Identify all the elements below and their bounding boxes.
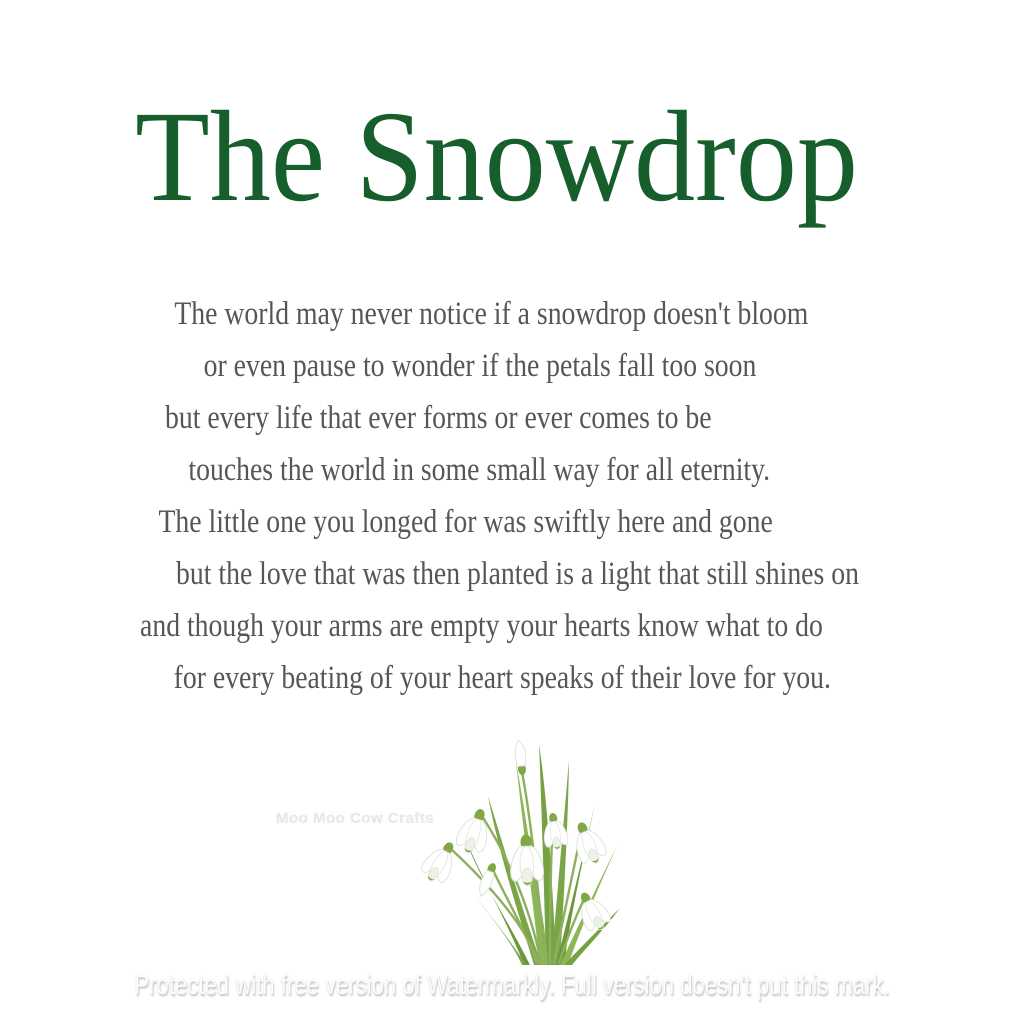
poem-line-8: for every beating of your heart speaks of their love for you. (173, 660, 831, 696)
poem-line-2: or even pause to wonder if the petals fall too soon (203, 348, 757, 384)
poem-line-3: but every life that ever forms or ever comes to be (164, 400, 712, 436)
poem-body (0, 288, 1024, 704)
crafts-watermark: Moo Moo Cow Crafts (276, 810, 435, 827)
poem-title (0, 85, 1024, 229)
poem-line-1: The world may never notice if a snowdrop doesn't bloom (174, 296, 808, 332)
watermarkly-watermark-text: Protected with free version of Watermarkly. Full version doesn't put this mark. (134, 969, 890, 1000)
poem-line-4: touches the world in some small way for all eternity. (188, 452, 770, 488)
poem-title-text: The Snowdrop (135, 85, 859, 229)
poem-line-6: but the love that was then planted is a light that still shines on (175, 556, 859, 592)
snowdrop-bouquet-illustration (418, 732, 668, 972)
poem-line-5: The little one you longed for was swiftly here and gone (158, 504, 774, 540)
watermarkly-watermark (0, 969, 1024, 1001)
poem-line-7: and though your arms are empty your hearts know what to do (139, 608, 823, 644)
